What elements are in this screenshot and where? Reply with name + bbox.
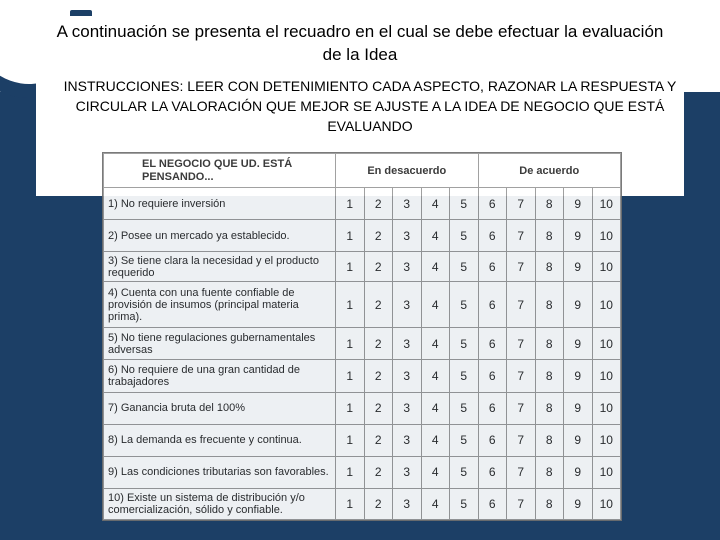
rating-option-9[interactable]: 9 xyxy=(564,282,593,328)
rating-option-8[interactable]: 8 xyxy=(535,488,564,519)
table-row xyxy=(104,220,621,252)
rating-option-6[interactable]: 6 xyxy=(478,188,507,220)
rating-option-5[interactable]: 5 xyxy=(450,188,479,220)
rating-option-10[interactable]: 10 xyxy=(592,328,621,360)
rating-option-9[interactable]: 9 xyxy=(564,488,593,519)
rating-option-7[interactable]: 7 xyxy=(507,328,536,360)
rating-option-1[interactable]: 1 xyxy=(336,282,365,328)
rating-option-10[interactable]: 10 xyxy=(592,456,621,488)
rating-option-6[interactable]: 6 xyxy=(478,252,507,282)
rating-option-7[interactable]: 7 xyxy=(507,456,536,488)
rating-option-4[interactable]: 4 xyxy=(421,328,450,360)
table-row xyxy=(104,392,621,424)
rating-option-10[interactable]: 10 xyxy=(592,360,621,392)
rating-option-2[interactable]: 2 xyxy=(364,282,393,328)
rating-option-7[interactable]: 7 xyxy=(507,220,536,252)
table-header-row xyxy=(104,154,621,188)
table-row xyxy=(104,282,621,328)
question-cell: 7) Ganancia bruta del 100% xyxy=(104,392,336,424)
rating-option-6[interactable]: 6 xyxy=(478,392,507,424)
rating-option-9[interactable]: 9 xyxy=(564,360,593,392)
rating-option-6[interactable]: 6 xyxy=(478,328,507,360)
rating-option-3[interactable]: 3 xyxy=(393,220,422,252)
rating-option-9[interactable]: 9 xyxy=(564,456,593,488)
rating-option-5[interactable]: 5 xyxy=(450,424,479,456)
question-cell: 9) Las condiciones tributarias son favorables. xyxy=(104,456,336,488)
rating-option-1[interactable]: 1 xyxy=(336,252,365,282)
table-row xyxy=(104,456,621,488)
question-cell: 2) Posee un mercado ya establecido. xyxy=(104,220,336,252)
rating-option-8[interactable]: 8 xyxy=(535,328,564,360)
rating-option-2[interactable]: 2 xyxy=(364,424,393,456)
rating-option-2[interactable]: 2 xyxy=(364,188,393,220)
rating-option-10[interactable]: 10 xyxy=(592,220,621,252)
rating-option-3[interactable]: 3 xyxy=(393,392,422,424)
table-row xyxy=(104,488,621,519)
rating-option-1[interactable]: 1 xyxy=(336,456,365,488)
rating-option-10[interactable]: 10 xyxy=(592,424,621,456)
rating-option-4[interactable]: 4 xyxy=(421,282,450,328)
rating-option-7[interactable]: 7 xyxy=(507,392,536,424)
rating-option-3[interactable]: 3 xyxy=(393,488,422,519)
rating-option-2[interactable]: 2 xyxy=(364,328,393,360)
rating-option-5[interactable]: 5 xyxy=(450,220,479,252)
rating-option-5[interactable]: 5 xyxy=(450,392,479,424)
rating-option-1[interactable]: 1 xyxy=(336,424,365,456)
table-row xyxy=(104,188,621,220)
rating-option-3[interactable]: 3 xyxy=(393,282,422,328)
question-cell: 4) Cuenta con una fuente confiable de provisión de insumos (principal materia prima). xyxy=(104,282,336,328)
rating-option-4[interactable]: 4 xyxy=(421,252,450,282)
rating-option-3[interactable]: 3 xyxy=(393,188,422,220)
rating-option-8[interactable]: 8 xyxy=(535,282,564,328)
rating-option-7[interactable]: 7 xyxy=(507,360,536,392)
rating-option-5[interactable]: 5 xyxy=(450,456,479,488)
rating-option-9[interactable]: 9 xyxy=(564,188,593,220)
rating-option-7[interactable]: 7 xyxy=(507,488,536,519)
header-agree: De acuerdo xyxy=(478,154,621,188)
rating-option-9[interactable]: 9 xyxy=(564,392,593,424)
page-title: A continuación se presenta el recuadro en el cual se debe efectuar la evaluación de la Idea xyxy=(56,22,664,64)
rating-option-1[interactable]: 1 xyxy=(336,488,365,519)
rating-option-2[interactable]: 2 xyxy=(364,220,393,252)
rating-option-5[interactable]: 5 xyxy=(450,282,479,328)
rating-option-2[interactable]: 2 xyxy=(364,360,393,392)
rating-option-6[interactable]: 6 xyxy=(478,424,507,456)
question-cell: 8) La demanda es frecuente y continua. xyxy=(104,424,336,456)
rating-option-4[interactable]: 4 xyxy=(421,360,450,392)
rating-option-3[interactable]: 3 xyxy=(393,360,422,392)
rating-option-5[interactable]: 5 xyxy=(450,252,479,282)
header-question: EL NEGOCIO QUE UD. ESTÁ PENSANDO... xyxy=(104,154,336,188)
evaluation-table xyxy=(103,153,621,520)
rating-option-8[interactable]: 8 xyxy=(535,188,564,220)
rating-option-9[interactable]: 9 xyxy=(564,328,593,360)
rating-option-6[interactable]: 6 xyxy=(478,220,507,252)
rating-option-4[interactable]: 4 xyxy=(421,220,450,252)
rating-option-7[interactable]: 7 xyxy=(507,252,536,282)
rating-option-5[interactable]: 5 xyxy=(450,328,479,360)
header-disagree: En desacuerdo xyxy=(336,154,479,188)
rating-option-2[interactable]: 2 xyxy=(364,392,393,424)
rating-option-9[interactable]: 9 xyxy=(564,220,593,252)
question-cell: 5) No tiene regulaciones gubernamentales adversas xyxy=(104,328,336,360)
rating-option-8[interactable]: 8 xyxy=(535,360,564,392)
rating-option-9[interactable]: 9 xyxy=(564,424,593,456)
rating-option-8[interactable]: 8 xyxy=(535,252,564,282)
question-cell: 3) Se tiene clara la necesidad y el producto requerido xyxy=(104,252,336,282)
rating-option-10[interactable]: 10 xyxy=(592,488,621,519)
rating-option-10[interactable]: 10 xyxy=(592,282,621,328)
rating-option-8[interactable]: 8 xyxy=(535,456,564,488)
rating-option-7[interactable]: 7 xyxy=(507,188,536,220)
rating-option-10[interactable]: 10 xyxy=(592,188,621,220)
rating-option-8[interactable]: 8 xyxy=(535,392,564,424)
rating-option-4[interactable]: 4 xyxy=(421,488,450,519)
rating-option-6[interactable]: 6 xyxy=(478,456,507,488)
rating-option-4[interactable]: 4 xyxy=(421,392,450,424)
table-row xyxy=(104,328,621,360)
table-row xyxy=(104,360,621,392)
evaluation-form xyxy=(102,152,622,521)
question-cell: 10) Existe un sistema de distribución y/o comercialización, sólido y confiable. xyxy=(104,488,336,519)
rating-option-3[interactable]: 3 xyxy=(393,424,422,456)
rating-option-1[interactable]: 1 xyxy=(336,188,365,220)
rating-option-1[interactable]: 1 xyxy=(336,392,365,424)
rating-option-10[interactable]: 10 xyxy=(592,392,621,424)
rating-option-3[interactable]: 3 xyxy=(393,328,422,360)
rating-option-4[interactable]: 4 xyxy=(421,424,450,456)
rating-option-6[interactable]: 6 xyxy=(478,360,507,392)
rating-option-2[interactable]: 2 xyxy=(364,488,393,519)
rating-option-4[interactable]: 4 xyxy=(421,456,450,488)
rating-option-8[interactable]: 8 xyxy=(535,424,564,456)
rating-option-8[interactable]: 8 xyxy=(535,220,564,252)
rating-option-2[interactable]: 2 xyxy=(364,252,393,282)
table-row xyxy=(104,424,621,456)
rating-option-1[interactable]: 1 xyxy=(336,360,365,392)
rating-option-4[interactable]: 4 xyxy=(421,188,450,220)
table-row xyxy=(104,252,621,282)
rating-option-9[interactable]: 9 xyxy=(564,252,593,282)
rating-option-5[interactable]: 5 xyxy=(450,488,479,519)
rating-option-7[interactable]: 7 xyxy=(507,424,536,456)
question-cell: 6) No requiere de una gran cantidad de trabajadores xyxy=(104,360,336,392)
rating-option-3[interactable]: 3 xyxy=(393,252,422,282)
rating-option-6[interactable]: 6 xyxy=(478,282,507,328)
rating-option-1[interactable]: 1 xyxy=(336,220,365,252)
rating-option-1[interactable]: 1 xyxy=(336,328,365,360)
rating-option-5[interactable]: 5 xyxy=(450,360,479,392)
rating-option-3[interactable]: 3 xyxy=(393,456,422,488)
instructions-text: INSTRUCCIONES: LEER CON DETENIMIENTO CADA ASPECTO, RAZONAR LA RESPUESTA Y CIRCULAR LA VALORACIÓN QUE MEJOR SE AJUSTE A LA IDEA DE NEGOCIO QUE ESTÁ EVALUANDO xyxy=(63,78,677,134)
rating-option-7[interactable]: 7 xyxy=(507,282,536,328)
rating-option-10[interactable]: 10 xyxy=(592,252,621,282)
rating-option-6[interactable]: 6 xyxy=(478,488,507,519)
rating-option-2[interactable]: 2 xyxy=(364,456,393,488)
question-cell: 1) No requiere inversión xyxy=(104,188,336,220)
